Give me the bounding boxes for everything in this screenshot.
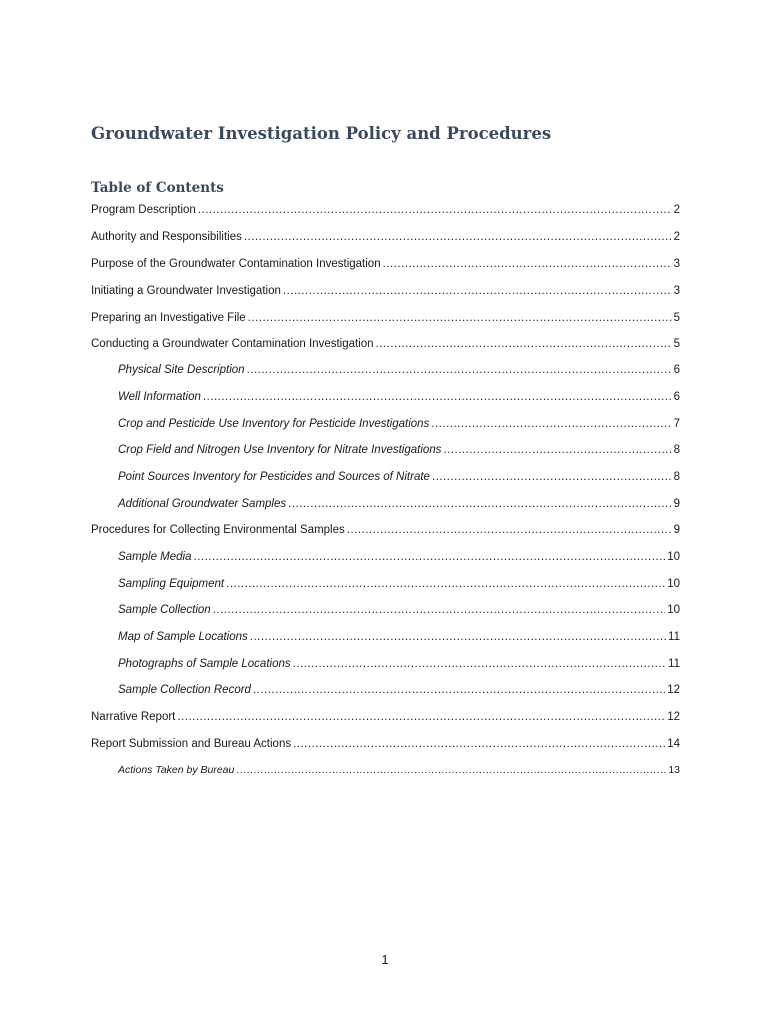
toc-entry[interactable] xyxy=(118,548,680,566)
toc-entry-label: Narrative Report xyxy=(91,711,176,723)
page-number: 1 xyxy=(381,952,389,967)
toc-entry[interactable] xyxy=(118,681,680,699)
toc-dot-leader xyxy=(432,468,672,486)
toc-dot-leader xyxy=(293,735,665,753)
toc-entry[interactable] xyxy=(91,255,680,273)
toc-dot-leader xyxy=(347,521,672,539)
toc-entry-label: Well Information xyxy=(118,391,201,403)
toc-dot-leader xyxy=(253,681,665,699)
toc-entry-page: 12 xyxy=(667,711,680,723)
toc-entry-page: 10 xyxy=(667,551,680,563)
toc-entry[interactable] xyxy=(91,335,680,353)
toc-entry-label: Physical Site Description xyxy=(118,364,245,376)
toc-entry-page: 3 xyxy=(673,285,680,297)
toc-entry-label: Report Submission and Bureau Actions xyxy=(91,738,292,750)
toc-entry-label: Additional Groundwater Samples xyxy=(118,498,287,510)
toc-entry[interactable] xyxy=(118,628,680,646)
toc-entry[interactable] xyxy=(118,468,680,486)
toc-entry[interactable] xyxy=(118,388,680,406)
toc-entry[interactable] xyxy=(118,575,680,593)
toc-dot-leader xyxy=(177,708,665,726)
toc-entry-label: Crop Field and Nitrogen Use Inventory for Nitrate Investigations xyxy=(118,444,442,456)
toc-entry[interactable] xyxy=(118,601,680,619)
toc-entry-label: Procedures for Collecting Environmental Samples xyxy=(91,524,345,536)
toc-entry[interactable] xyxy=(91,201,680,219)
document-title: Groundwater Investigation Policy and Procedures xyxy=(91,124,552,143)
toc-entry-label: Photographs of Sample Locations xyxy=(118,658,291,670)
toc-dot-leader xyxy=(213,601,666,619)
toc-entry[interactable] xyxy=(91,282,680,300)
toc-entry-label: Point Sources Inventory for Pesticides and Sources of Nitrate xyxy=(118,471,430,483)
toc-entry-page: 10 xyxy=(667,578,680,590)
toc-dot-leader xyxy=(293,655,666,673)
toc-dot-leader xyxy=(248,309,672,327)
toc-entry-page: 3 xyxy=(673,258,680,270)
toc-entry-page: 5 xyxy=(673,338,680,350)
toc-entry-label: Purpose of the Groundwater Contamination Investigation xyxy=(91,258,381,270)
toc-entry-page: 6 xyxy=(673,364,680,376)
toc-dot-leader xyxy=(431,415,671,433)
toc-entry[interactable] xyxy=(118,761,680,779)
toc-entry-label: Authority and Responsibilities xyxy=(91,231,242,243)
toc-heading: Table of Contents xyxy=(91,180,224,196)
toc-entry[interactable] xyxy=(118,441,680,459)
toc-entry[interactable] xyxy=(91,309,680,327)
toc-entry-page: 5 xyxy=(673,312,680,324)
toc-entry-page: 8 xyxy=(673,444,680,456)
toc-entry-page: 8 xyxy=(673,471,680,483)
toc-entry[interactable] xyxy=(91,521,680,539)
toc-entry-label: Sample Media xyxy=(118,551,192,563)
toc-dot-leader xyxy=(247,361,672,379)
toc-entry[interactable] xyxy=(91,708,680,726)
toc-dot-leader xyxy=(194,548,666,566)
toc-entry[interactable] xyxy=(118,415,680,433)
toc-entry[interactable] xyxy=(91,735,680,753)
toc-dot-leader xyxy=(236,761,666,779)
toc-dot-leader xyxy=(226,575,665,593)
toc-entry-page: 9 xyxy=(673,498,680,510)
toc-dot-leader xyxy=(383,255,672,273)
toc-dot-leader xyxy=(283,282,672,300)
toc-entry-label: Map of Sample Locations xyxy=(118,631,248,643)
toc-entry-page: 11 xyxy=(668,631,680,643)
toc-entry-label: Crop and Pesticide Use Inventory for Pesticide Investigations xyxy=(118,418,430,430)
toc-entry-label: Sampling Equipment xyxy=(118,578,225,590)
toc-entry-page: 2 xyxy=(673,204,680,216)
toc-entry[interactable] xyxy=(118,495,680,513)
toc-dot-leader xyxy=(250,628,666,646)
toc-dot-leader xyxy=(198,201,672,219)
toc-dot-leader xyxy=(288,495,671,513)
toc-entry-page: 14 xyxy=(667,738,680,750)
toc-entry-label: Sample Collection Record xyxy=(118,684,251,696)
toc-entry-label: Program Description xyxy=(91,204,196,216)
toc-entry-label: Conducting a Groundwater Contamination Investigation xyxy=(91,338,374,350)
toc-dot-leader xyxy=(203,388,672,406)
toc-entry[interactable] xyxy=(91,228,680,246)
toc-entry-label: Preparing an Investigative File xyxy=(91,312,246,324)
toc-entry-page: 7 xyxy=(673,418,680,430)
toc-entry-label: Actions Taken by Bureau xyxy=(118,764,235,776)
toc-entry-page: 12 xyxy=(667,684,680,696)
toc-entry-page: 11 xyxy=(668,658,680,670)
toc-dot-leader xyxy=(443,441,671,459)
toc-dot-leader xyxy=(244,228,672,246)
toc-dot-leader xyxy=(376,335,672,353)
toc-entry-page: 10 xyxy=(667,604,680,616)
toc-entry-page: 6 xyxy=(673,391,680,403)
toc-entry-page: 13 xyxy=(668,764,680,776)
toc-entry-label: Initiating a Groundwater Investigation xyxy=(91,285,281,297)
toc-entry-page: 9 xyxy=(673,524,680,536)
toc-entry-page: 2 xyxy=(673,231,680,243)
toc-entry[interactable] xyxy=(118,361,680,379)
toc-entry-label: Sample Collection xyxy=(118,604,211,616)
toc-entry[interactable] xyxy=(118,655,680,673)
